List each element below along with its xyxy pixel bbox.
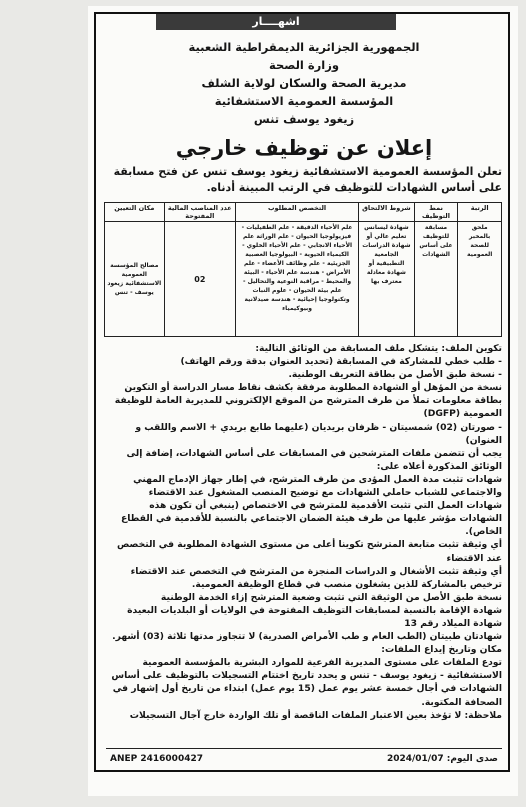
announcement-frame xyxy=(94,12,510,772)
table-header-row xyxy=(105,203,502,222)
cell-recruitment-mode: مسابقة للتوظيف على أساس الشهادات xyxy=(414,222,458,337)
body-line: شهادات تثبت مدة العمل المؤدى من طرف المترشح، في إطار جهاز الإدماج المهني والاجتماعي للشباب حاملي الشهادات مع توضيح المنصب المشغول عند الاقتضاء xyxy=(133,473,502,499)
body-line: يجب أن تتضمن ملفات المترشحين في المسابقات على أساس الشهادات، إضافة إلى الوثائق المذكورة أعلاه على: xyxy=(126,447,502,472)
publication-date: صدى اليوم: 2024/01/07 xyxy=(386,754,498,764)
institution-line-5: زيغود يوسف تنس xyxy=(253,112,355,126)
cell-positions-count: 02 xyxy=(164,222,235,337)
body-line: شهادة الإقامة بالنسبة لمسابقات التوظيف المفتوحة في الولايات أو البلديات البعيدة xyxy=(127,604,502,616)
announcement-title: إعلان عن توظيف خارجي xyxy=(175,136,433,160)
body-line: مكان وتاريخ إيداع الملفات: xyxy=(381,644,502,656)
body-line: ترخيص بالمشاركة للذين يشغلون منصب في قطاع الوظيفة العمومية. xyxy=(191,578,502,590)
cell-rank: ملحق بالمخبر للصحة العمومية xyxy=(458,222,502,337)
cell-location: مصالح المؤسسة العمومية الاستشفائية زيغود يوسف - تنس xyxy=(105,222,165,337)
newspaper-page xyxy=(88,6,518,796)
body-line: شهادات العمل التي تثبت الأقدمية للمترشح في الاختصاص (ينبغي أن تكون هذه الشهادات مؤشر عليها من طرف هيئة الضمان الاجتماعي بالنسبة للأقدمية في القطاع الخاص). xyxy=(120,500,502,538)
body-line: - صورتان (02) شمسيتان - ظرفان بريديان (عليهما طابع بريدي + الاسم واللقب و العنوان) xyxy=(135,421,502,446)
institution-line-2: وزارة الصحة xyxy=(269,58,339,72)
body-line: شهادتان طبيتان (الطب العام و طب الأمراض الصدرية) لا تتجاوز مدتها ثلاثة (03) أشهر. xyxy=(112,631,502,643)
body-line: أي وثيقة تثبت الأشغال و الدراسات المنجزة من المترشح في التخصص عند الاقتضاء xyxy=(130,565,502,577)
requirements-body xyxy=(104,342,502,722)
header-positions-count: عدد المناصب المالية المفتوحة xyxy=(164,203,235,222)
anep-reference: ANEP 2416000427 xyxy=(110,754,203,764)
institution-line-4: المؤسسة العمومية الاستشفائية xyxy=(214,94,394,108)
cell-specialty: علم الأحياء الدقيقة - علم الطفيليات - فيزيولوجيا الحيوان - علم الوراثة علم الأحياء الانجابي - علم الأحياء الخلوي - الكيمياء الحيوية - البيولوجيا العصبية الجزيئية - علم وظائف الأعضاء - علم الأمراض - هندسة علم الأحياء - البيئة والمحيط - مراقبة النوعية والتحاليل - علم بيئة الحيوان - علوم النبات وتكنولوجيا إحيائية - هندسة صيدلانية وبيوكيمياء xyxy=(236,222,359,337)
header-recruitment-mode: نمط التوظيف xyxy=(414,203,458,222)
footer-divider xyxy=(106,748,502,749)
body-line: نسخة طبق الأصل من الوثيقة التي تثبت وضعية المترشح إزاء الخدمة الوطنية xyxy=(160,591,502,603)
header-rank: الرتبة xyxy=(458,203,502,222)
positions-table xyxy=(104,202,502,337)
body-line: تكوين الملف: يتشكل ملف المسابقة من الوثائق التالية: xyxy=(255,343,502,354)
body-line: ملاحظة: لا تؤخذ بعين الاعتبار الملفات الناقصة أو تلك الواردة خارج آجال التسجيلات xyxy=(129,709,502,721)
cell-conditions: شهادة ليسانس تعليم عالي أو شهادة الدراسات الجامعية التطبيقية أو شهادة معادلة معترف بها xyxy=(359,222,415,337)
body-line: - طلب خطي للمشاركة في المسابقة (تحديد العنوان بدقة ورقم الهاتف) xyxy=(180,356,502,368)
header-specialty: التخصص المطلوب xyxy=(236,203,359,222)
body-line: - نسخة طبق الأصل من بطاقة التعريف الوطنية. xyxy=(288,369,502,381)
institution-line-1: الجمهورية الجزائرية الديمقراطية الشعبية xyxy=(188,40,420,54)
header-location: مكان التعيين xyxy=(105,203,165,222)
body-line: تودع الملفات على مستوى المديرية الفرعية للموارد البشرية بالمؤسسة العمومية الاستشفائية - زيغود يوسف - تنس و يحدد تاريخ اختتام التسجيلات بالتوظيف على أساس الشهادات في أجال خمسة عشر يوم عمل (15 يوم عمل) ابتداء من تاريخ أول إشهار في الصحافة المكتوبة. xyxy=(111,657,502,708)
institution-line-3: مديرية الصحة والسكان لولاية الشلف xyxy=(201,76,407,90)
table-row xyxy=(105,222,502,337)
body-line: أي وثيقة تثبت متابعة المترشح تكوينا أعلى من مستوى الشهادة المطلوبة في التخصص عند الاقتضاء xyxy=(116,539,502,564)
intro-paragraph: تعلن المؤسسة العمومية الاستشفائية زيغود يوسف تنس عن فتح مسابقة على أساس الشهادات للتوظيف في الرتب المبينة أدناه. xyxy=(113,165,502,194)
body-line: شهادة الميلاد رقم 13 xyxy=(404,617,502,629)
announcement-footer xyxy=(106,752,502,768)
header-conditions: شروط الالتحاق xyxy=(359,203,415,222)
body-line: نسخة من المؤهل أو الشهادة المطلوبة مرفقة بكشف نقاط مسار الدراسة أو التكوين xyxy=(124,382,502,394)
body-line: بطاقة معلومات تملأ من طرف المترشح من الموقع الإلكتروني للمديرية العامة للوظيفة العمومية (DGFP) xyxy=(114,395,502,420)
announcement-header: اشهــــار xyxy=(156,14,396,30)
